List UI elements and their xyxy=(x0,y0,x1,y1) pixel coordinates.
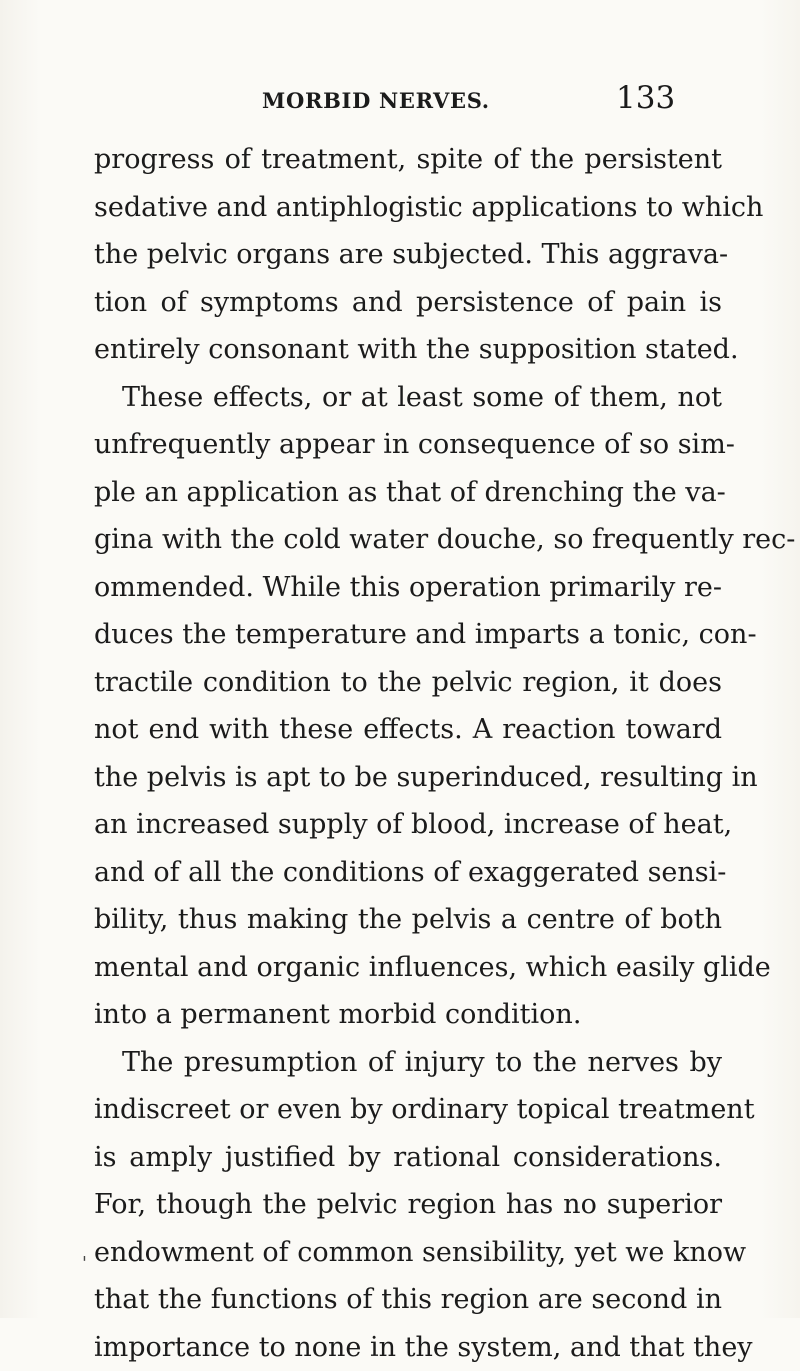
text-line-13: not end with these effects. A reaction toward xyxy=(94,706,722,754)
text-line-2: sedative and antiphlogistic applications to which xyxy=(94,184,722,232)
body-text xyxy=(94,136,722,1371)
text-line-18: mental and organic influences, which easily glide xyxy=(94,944,722,992)
text-line-9: gina with the cold water douche, so frequently rec- xyxy=(94,516,722,564)
running-head xyxy=(0,80,800,120)
text-line-20: The presumption of injury to the nerves by xyxy=(94,1039,722,1087)
text-line-15: an increased supply of blood, increase of heat, xyxy=(94,801,722,849)
text-line-12: tractile condition to the pelvic region, it does xyxy=(94,659,722,707)
text-line-7: unfrequently appear in consequence of so sim- xyxy=(94,421,722,469)
text-line-4: tion of symptoms and persistence of pain is xyxy=(94,279,722,327)
text-line-3: the pelvic organs are subjected. This aggrava- xyxy=(94,231,722,279)
text-line-19: into a permanent morbid condition. xyxy=(94,991,722,1039)
text-line-22: is amply justified by rational considerations. xyxy=(94,1134,722,1182)
text-line-23: For, though the pelvic region has no superior xyxy=(94,1181,722,1229)
text-line-16: and of all the conditions of exaggerated sensi- xyxy=(94,849,722,897)
text-line-26: importance to none in the system, and that they xyxy=(94,1324,722,1371)
text-line-1: progress of treatment, spite of the persistent xyxy=(94,136,722,184)
text-line-6: These effects, or at least some of them, not xyxy=(94,374,722,422)
running-title: MORBID NERVES. xyxy=(262,88,490,113)
text-line-24: endowment of common sensibility, yet we know xyxy=(94,1229,722,1277)
text-line-5: entirely consonant with the supposition stated. xyxy=(94,326,722,374)
text-line-17: bility, thus making the pelvis a centre of both xyxy=(94,896,722,944)
text-line-14: the pelvis is apt to be superinduced, resulting in xyxy=(94,754,722,802)
text-line-8: ple an application as that of drenching the va- xyxy=(94,469,722,517)
text-line-21: indiscreet or even by ordinary topical treatment xyxy=(94,1086,722,1134)
page-number: 133 xyxy=(616,80,675,116)
text-line-10: ommended. While this operation primarily re- xyxy=(94,564,722,612)
margin-mark: ' xyxy=(82,1253,87,1274)
text-line-11: duces the temperature and imparts a tonic, con- xyxy=(94,611,722,659)
text-line-25: that the functions of this region are second in xyxy=(94,1276,722,1324)
